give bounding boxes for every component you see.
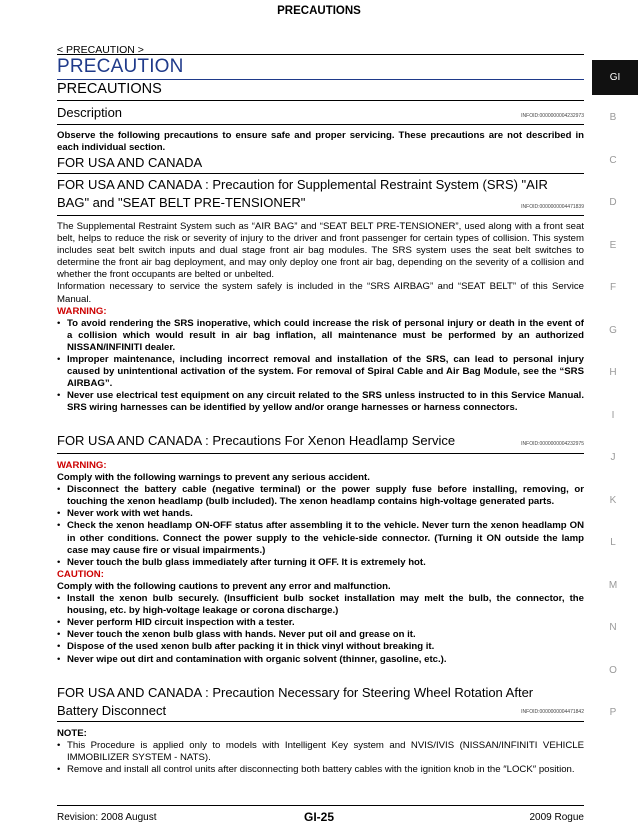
subtitle-rule xyxy=(57,100,584,101)
srs-heading xyxy=(57,176,584,212)
list-item: • Never touch the bulb glass immediately after turning it OFF. It is extremely hot. xyxy=(57,557,584,569)
xenon-warning-list xyxy=(57,484,584,569)
list-item: • This Procedure is applied only to models with Intelligent Key system and NVIS/IVIS (NISSAN/INFINITI VEHICLE IMMOBILIZER SYSTEM - NATS). xyxy=(57,740,584,764)
xenon-caution-intro: Comply with the following cautions to prevent any error and malfunction. xyxy=(57,580,391,592)
srs-body xyxy=(57,221,584,415)
list-item: • Never touch the xenon bulb glass with hands. Never put oil and grease on it. xyxy=(57,629,584,641)
footer-model: 2009 Rogue xyxy=(529,812,584,823)
index-letter-c[interactable]: C xyxy=(609,154,617,166)
list-item: • Remove and install all control units after disconnecting both battery cables with the ignition knob in the ″LOCK″ position. xyxy=(57,764,584,776)
region-rule xyxy=(57,173,584,174)
section-subtitle: PRECAUTIONS xyxy=(57,81,162,97)
section-title-rule xyxy=(57,79,584,80)
page-number: GI-25 xyxy=(303,810,334,824)
srs-warning-label: WARNING: xyxy=(57,305,107,317)
list-item: • Disconnect the battery cable (negative terminal) or the power supply fuse before installing, removing, or touching the xenon headlamp (bulb included). The xenon headlamp contains high-voltage generated parts. xyxy=(57,484,584,508)
index-letter-k[interactable]: K xyxy=(609,494,617,506)
srs-ref-id: INFOID:0000000004471839 xyxy=(521,204,584,210)
steering-rule xyxy=(57,721,584,722)
list-item: • To avoid rendering the SRS inoperative, which could increase the risk of personal injury or death in the event of a collision which would result in air bag inflation, all maintenance must be performed by an authorized NISSAN/INFINITI dealer. xyxy=(57,318,584,354)
xenon-heading: FOR USA AND CANADA : Precautions For Xenon Headlamp Service xyxy=(57,433,456,448)
xenon-body xyxy=(57,460,584,666)
region-heading: FOR USA AND CANADA xyxy=(57,155,203,170)
index-letter-i[interactable]: I xyxy=(611,409,615,421)
xenon-ref-id: INFOID:0000000004232975 xyxy=(521,441,584,447)
list-item: • Dispose of the used xenon bulb after packing it in thick vinyl without breaking it. xyxy=(57,641,584,653)
steering-heading-line2: Battery Disconnect xyxy=(57,703,167,718)
steering-heading-line1: FOR USA AND CANADA : Precaution Necessary for Steering Wheel Rotation After xyxy=(57,685,534,700)
xenon-caution-label: CAUTION: xyxy=(57,568,104,580)
section-title: PRECAUTION xyxy=(57,56,184,77)
list-item: • Never wipe out dirt and contamination with organic solvent (thinner, gasoline, etc.). xyxy=(57,654,584,666)
description-heading: Description xyxy=(57,105,123,120)
description-ref-id: INFOID:0000000004232973 xyxy=(521,113,584,119)
list-item: • Check the xenon headlamp ON-OFF status after assembling it to the vehicle. Never turn the xenon headlamp ON in other conditions. Connect the power supply to the vehicle-side connector. (Turning it ON outside the lamp case may cause fire or visual impairments.) xyxy=(57,520,584,556)
srs-paragraph-2: Information necessary to service the system safely is included in the “SRS AIRBAG” and “SEAT BELT” of this Service Manual. xyxy=(57,281,584,305)
section-tab-gi[interactable]: GI xyxy=(592,60,638,95)
page-header-title: PRECAUTIONS xyxy=(277,5,361,17)
index-letter-e[interactable]: E xyxy=(609,239,617,251)
steering-heading xyxy=(57,684,584,720)
index-letter-p[interactable]: P xyxy=(609,707,617,718)
index-letter-d[interactable]: D xyxy=(609,197,617,208)
index-letter-n[interactable]: N xyxy=(609,622,617,633)
description-text: Observe the following precautions to ensure safe and proper servicing. These precautions are not described in each individual section. xyxy=(57,130,584,154)
index-letter-b[interactable]: B xyxy=(609,112,617,123)
index-letter-o[interactable]: O xyxy=(609,664,617,676)
description-rule xyxy=(57,124,584,125)
xenon-rule xyxy=(57,453,584,454)
list-item: • Never perform HID circuit inspection with a tester. xyxy=(57,617,584,629)
steering-note-label: NOTE: xyxy=(57,728,87,739)
index-letter-h[interactable]: H xyxy=(609,367,617,378)
steering-note-list xyxy=(57,740,584,776)
srs-warning-list xyxy=(57,318,584,415)
index-letter-g[interactable]: G xyxy=(609,324,617,336)
index-letter-f[interactable]: F xyxy=(609,282,617,293)
list-item: • Improper maintenance, including incorrect removal and installation of the SRS, can lead to personal injury caused by unintentional activation of the system. For removal of Spiral Cable and Air Bag Module, see the “SRS AIRBAG”. xyxy=(57,354,584,390)
list-item: • Never use electrical test equipment on any circuit related to the SRS unless instructed to in this Service Manual. SRS wiring harnesses can be identified by yellow and/or orange harnesses or harness connectors. xyxy=(57,390,584,414)
steering-ref-id: INFOID:0000000004471842 xyxy=(521,709,584,715)
index-letter-m[interactable]: M xyxy=(608,579,618,591)
header-rule xyxy=(57,54,584,55)
srs-rule xyxy=(57,215,584,216)
xenon-warning-label: WARNING: xyxy=(57,460,107,471)
xenon-warning-intro: Comply with the following warnings to prevent any serious accident. xyxy=(57,472,370,484)
steering-body xyxy=(57,728,584,776)
index-letter-j[interactable]: J xyxy=(610,452,616,463)
index-letter-l[interactable]: L xyxy=(610,537,616,548)
srs-heading-line1: FOR USA AND CANADA : Precaution for Supplemental Restraint System (SRS) "AIR xyxy=(57,177,548,192)
breadcrumb: < PRECAUTION > xyxy=(57,44,144,56)
footer-revision: Revision: 2008 August xyxy=(57,812,157,823)
list-item: • Install the xenon bulb securely. (Insufficient bulb socket installation may melt the bulb, the connector, the housing, etc. by high-voltage leakage or corona discharge.) xyxy=(57,593,584,617)
list-item: • Never work with wet hands. xyxy=(57,508,584,520)
footer-rule xyxy=(57,805,584,806)
xenon-caution-list xyxy=(57,593,584,666)
srs-paragraph: The Supplemental Restraint System such as “AIR BAG” and “SEAT BELT PRE-TENSIONER”, used along with a front seat belt, helps to reduce the risk or severity of injury to the driver and front passenger for certain types of collision. This system includes seat belt switch inputs and dual stage front air bag modules. The SRS system uses the seat belt switches to determine the front air bag deployment, and may only deploy one front air bag, depending on the severity of a collision and whether the front occupants are belted or unbelted. xyxy=(57,221,584,281)
srs-heading-line2: BAG" and "SEAT BELT PRE-TENSIONER" xyxy=(57,195,306,210)
